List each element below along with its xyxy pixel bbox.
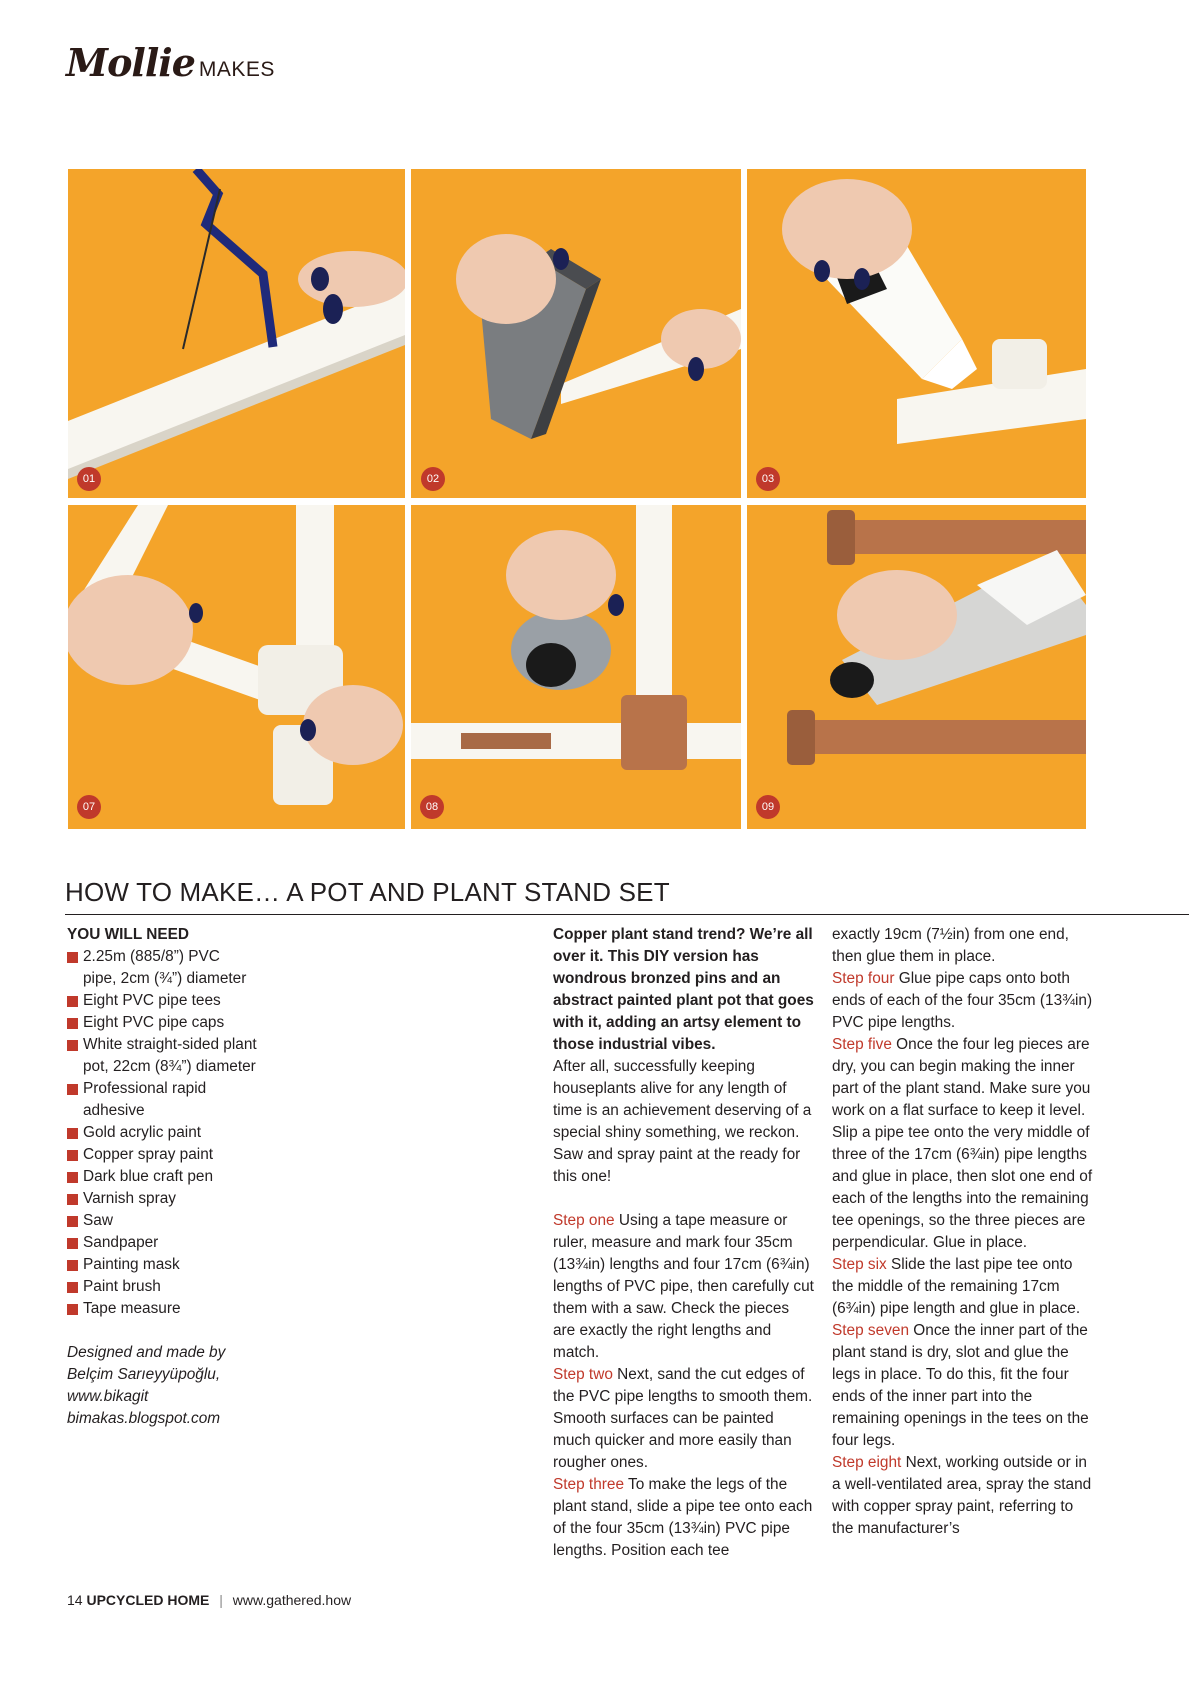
step-label: Step four <box>832 970 895 987</box>
list-item: Gold acrylic paint <box>67 1122 257 1144</box>
brand-word: MAKES <box>198 58 275 81</box>
step-text: To make the legs of the plant stand, slide a pipe tee onto each of the four 35cm (13¾in) PVC pipe lengths. Position each tee <box>553 1476 813 1559</box>
step-text: Slide the last pipe tee onto the middle of the remaining 17cm (6¾in) pipe length and glue in place. <box>832 1256 1081 1317</box>
step-number-badge: 03 <box>756 467 780 491</box>
intro-text: After all, successfully keeping houseplants alive for any length of time is an achievement deserving of a special shiny something, we reckon. Saw and spray paint at the ready for this one! <box>553 1058 812 1185</box>
step-label: Step one <box>553 1212 615 1229</box>
step-photo-07 <box>68 505 405 829</box>
step-photo-02 <box>411 169 741 498</box>
credit-link[interactable]: www.bikagit <box>67 1388 149 1405</box>
section-name: UPCYCLED HOME <box>86 1592 210 1608</box>
materials-column <box>67 924 257 1430</box>
step-paragraph <box>832 1320 1094 1452</box>
step-number-badge: 01 <box>77 467 101 491</box>
step-number-badge: 07 <box>77 795 101 819</box>
designer-credit <box>67 1342 257 1430</box>
step-paragraph <box>553 1474 815 1562</box>
headline-rule <box>65 914 1189 915</box>
step-paragraph <box>832 968 1094 1034</box>
footer-separator: | <box>219 1592 223 1608</box>
step-photo-01 <box>68 169 405 498</box>
step-paragraph <box>832 1034 1094 1254</box>
list-item: Eight PVC pipe caps <box>67 1012 257 1034</box>
materials-list <box>67 946 257 1320</box>
step-label: Step two <box>553 1366 613 1383</box>
step-continuation: exactly 19cm (7½in) from one end, then glue them in place. <box>832 926 1069 965</box>
step-text: Next, sand the cut edges of the PVC pipe lengths to smooth them. Smooth surfaces can be painted much quicker and more easily than rougher ones. <box>553 1366 813 1471</box>
instructions-column-2 <box>832 924 1094 1540</box>
step-paragraph <box>553 1364 815 1474</box>
step-label: Step eight <box>832 1454 902 1471</box>
step-number-badge: 08 <box>420 795 444 819</box>
list-item: Dark blue craft pen <box>67 1166 257 1188</box>
instructions-column-1 <box>553 924 815 1562</box>
step-photo-03 <box>747 169 1086 498</box>
step-label: Step three <box>553 1476 625 1493</box>
list-item: Tape measure <box>67 1298 257 1320</box>
step-label: Step seven <box>832 1322 910 1339</box>
list-item: Sandpaper <box>67 1232 257 1254</box>
list-item: Varnish spray <box>67 1188 257 1210</box>
credit-line: Belçim Sarıeyyüpoğlu, <box>67 1366 221 1383</box>
step-paragraph <box>553 1210 815 1364</box>
page-footer <box>67 1592 351 1608</box>
step-text: Once the inner part of the plant stand is dry, slot and glue the legs in place. To do this, fit the four ends of the inner part into the remaining openings in the tees on the four legs. <box>832 1322 1089 1449</box>
intro-bold: Copper plant stand trend? We’re all over it. This DIY version has wondrous bronzed pins and an abstract painted plant pot that goes with it, adding an artsy element to those industrial vibes. <box>553 926 814 1053</box>
materials-title: YOU WILL NEED <box>67 926 189 943</box>
list-item: Saw <box>67 1210 257 1232</box>
step-text: Using a tape measure or ruler, measure and mark four 35cm (13¾in) lengths and four 17cm (6¾in) lengths of PVC pipe, then carefully cut them with a saw. Check the pieces are exactly the right lengths and match. <box>553 1212 814 1361</box>
step-photo-09 <box>747 505 1086 829</box>
step-paragraph <box>832 1254 1094 1320</box>
step-text: Next, working outside or in a well-ventilated area, spray the stand with copper spray paint, referring to the manufacturer’s <box>832 1454 1092 1537</box>
list-item: White straight-sided plant pot, 22cm (8¾”) diameter <box>67 1034 257 1078</box>
article-headline: HOW TO MAKE… A POT AND PLANT STAND SET <box>65 877 670 907</box>
step-label: Step five <box>832 1036 892 1053</box>
list-item: Professional rapid adhesive <box>67 1078 257 1122</box>
step-text: Once the four leg pieces are dry, you can begin making the inner part of the plant stand. Make sure you work on a flat surface to keep it level. Slip a pipe tee onto the very middle of three of the 17cm (6¾in) pipe lengths and glue in place, then slot one end of each of the lengths into the remaining tee openings, so the three pieces are perpendicular. Glue in place. <box>832 1036 1093 1251</box>
masthead-logo <box>66 40 275 85</box>
step-text: Glue pipe caps onto both ends of each of the four 35cm (13¾in) PVC pipe lengths. <box>832 970 1093 1031</box>
page-number: 14 <box>67 1592 83 1608</box>
credit-link[interactable]: bimakas.blogspot.com <box>67 1410 221 1427</box>
credit-line: Designed and made by <box>67 1344 226 1361</box>
step-number-badge: 09 <box>756 795 780 819</box>
footer-url[interactable]: www.gathered.how <box>232 1592 352 1608</box>
list-item: 2.25m (885/8”) PVC pipe, 2cm (¾”) diameter <box>67 946 257 990</box>
step-number-badge: 02 <box>421 467 445 491</box>
list-item: Copper spray paint <box>67 1144 257 1166</box>
list-item: Eight PVC pipe tees <box>67 990 257 1012</box>
brand-script: Mollie <box>66 40 195 85</box>
list-item: Paint brush <box>67 1276 257 1298</box>
step-photo-08 <box>411 505 741 829</box>
list-item: Painting mask <box>67 1254 257 1276</box>
step-label: Step six <box>832 1256 887 1273</box>
step-paragraph <box>832 1452 1094 1540</box>
